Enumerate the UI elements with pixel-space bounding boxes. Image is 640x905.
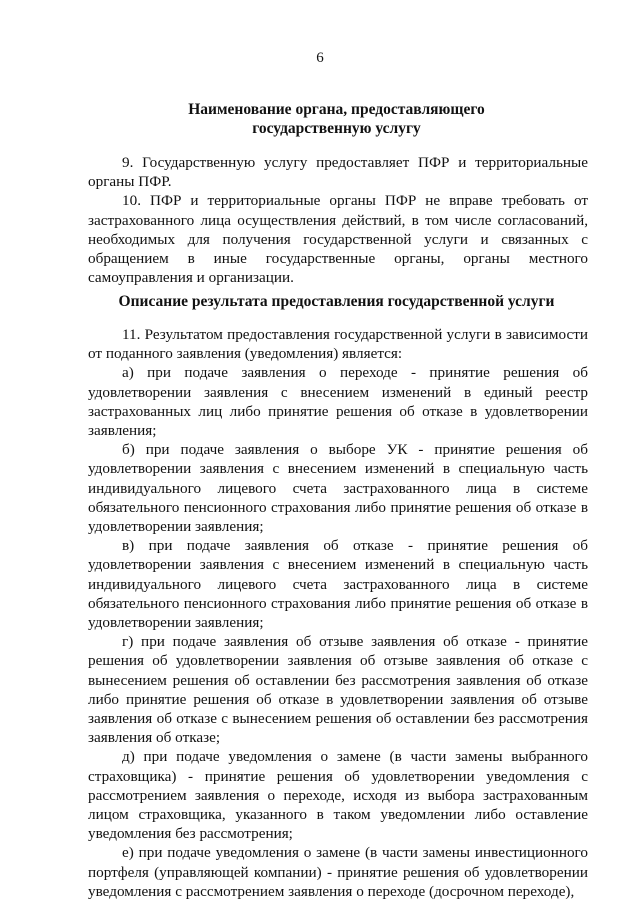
section-body-authority (88, 153, 588, 287)
paragraph-9: 9. Государственную услугу предоставляет ПФР и территориальные органы ПФР. (88, 154, 588, 191)
section-heading-result (60, 292, 613, 311)
section-heading-authority (60, 100, 613, 138)
paragraph-10: 10. ПФР и территориальные органы ПФР не вправе требовать от застрахованного лица осуществления действий, в том числе согласований, необходимых для получения государственной услуги и связанных с обращением в иные государственные органы, органы местного самоуправления и организации. (88, 192, 588, 287)
list-item-v: в) при подаче заявления об отказе - принятие решения об удовлетворении заявления с внесением изменений в специальную часть индивидуального лицевого счета застрахованного лица в системе обязательного пенсионного страхования либо принятие решения об отказе в удовлетворении заявления; (88, 537, 588, 632)
list-item-g: г) при подаче заявления об отзыве заявления об отказе - принятие решения об удовлетворении заявления об отзыве заявления об отказе с вынесением решения об оставлении без рассмотрения заявления об отказе либо принятие решения об отказе в удовлетворении заявления об отзыве заявления об отказе с вынесением решения об оставлении без рассмотрения заявления об отказе; (88, 633, 588, 747)
list-item-d: д) при подаче уведомления о замене (в части замены выбранного страховщика) - принятие решения об удовлетворении уведомления с рассмотрением заявления о переходе, исходя из выбора застрахованным лицом страховщика, указанного в таком уведомлении либо оставление уведомления без рассмотрения; (88, 748, 588, 843)
list-item-e: е) при подаче уведомления о замене (в части замены инвестиционного портфеля (управляющей компании) - принятие решения об удовлетворении уведомления с рассмотрением заявления о переходе (досрочном переходе), (88, 844, 588, 900)
list-item-b: б) при подаче заявления о выборе УК - принятие решения об удовлетворении заявления с внесением изменений в специальную часть индивидуального лицевого счета застрахованного лица в системе обязательного пенсионного страхования либо принятие решения об отказе в удовлетворении заявления; (88, 441, 588, 536)
page-number: 6 (316, 50, 324, 66)
list-item-a: а) при подаче заявления о переходе - принятие решения об удовлетворении заявления с внесением изменений в единый реестр застрахованных лиц либо принятие решения об отказе в удовлетворении заявления; (88, 364, 588, 440)
paragraph-11: 11. Результатом предоставления государственной услуги в зависимости от поданного заявления (уведомления) является: (88, 326, 588, 363)
section-heading-line: Наименование органа, предоставляющего (188, 101, 485, 118)
section-body-result (88, 325, 588, 901)
section-heading-line: государственную услугу (252, 120, 421, 137)
section-heading-line: Описание результата предоставления государственной услуги (118, 293, 555, 310)
